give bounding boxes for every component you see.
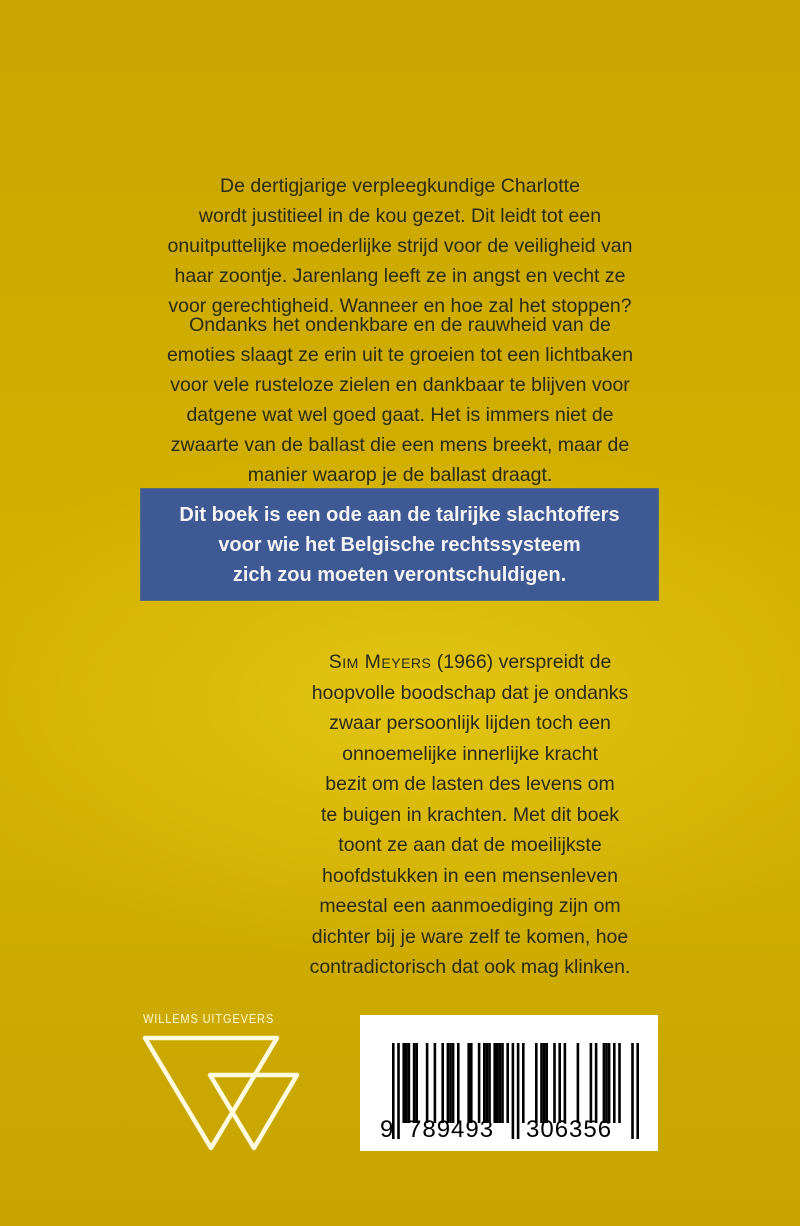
text-line: hoofdstukken in een mensenleven — [322, 864, 618, 887]
barcode-bar — [499, 1043, 502, 1123]
quote-line: Dit boek is een ode aan de talrijke slachtoffers — [179, 504, 620, 526]
barcode-bar — [608, 1043, 611, 1123]
barcode-bar — [467, 1043, 470, 1123]
text-span: (1966) verspreidt de — [431, 651, 612, 673]
author-name: Sim Meyers — [328, 651, 432, 673]
barcode-bar — [449, 1043, 452, 1123]
barcode-bar — [402, 1043, 405, 1123]
barcode-bar — [522, 1043, 525, 1123]
barcode-bar — [553, 1043, 556, 1123]
barcode-bar — [501, 1043, 504, 1123]
text-line: toont ze aan dat de moeilijkste — [338, 834, 602, 856]
barcode-bar — [618, 1043, 621, 1123]
barcode-bar — [441, 1043, 444, 1123]
text-line: onuitputtelijke moederlijke strijd voor de veiligheid van — [167, 235, 633, 257]
barcode-bar — [506, 1043, 509, 1123]
barcode-bar — [577, 1043, 580, 1123]
author-bio — [300, 647, 640, 983]
text-line: datgene wat wel goed gaat. Het is immers niet de — [186, 404, 614, 426]
barcode-bar — [447, 1043, 450, 1123]
barcode-bar — [397, 1043, 400, 1139]
barcode-bar — [605, 1043, 608, 1123]
barcode-bar — [595, 1043, 598, 1123]
text-line: hoopvolle boodschap dat je ondanks — [311, 681, 629, 704]
text-line: haar zoontje. Jarenlang leeft ze in angst en vecht ze — [174, 265, 626, 287]
barcode-bar — [636, 1043, 639, 1139]
barcode-digit-first: 9 — [380, 1116, 394, 1143]
barcode-bar — [408, 1043, 411, 1123]
barcode-digits-left: 789493 — [408, 1116, 495, 1143]
barcode-bar — [452, 1043, 455, 1123]
barcode-bar — [426, 1043, 429, 1123]
barcode-bar — [517, 1043, 520, 1139]
barcode-bar — [590, 1043, 593, 1123]
text-line: Ondanks het ondenkbare en de rauwheid van de — [189, 314, 611, 336]
text-line: De dertigjarige verpleegkundige Charlotte — [220, 175, 580, 197]
text-line: manier waarop je de ballast draagt. — [247, 464, 553, 486]
barcode-bar — [496, 1043, 499, 1123]
barcode-bar — [483, 1043, 486, 1123]
barcode-bar — [457, 1043, 460, 1123]
barcode-bar — [478, 1043, 481, 1123]
barcode-bar — [470, 1043, 473, 1123]
text-line: wordt justitieel in de kou gezet. Dit leidt tot een — [198, 205, 602, 227]
text-line: meestal een aanmoediging zijn om — [319, 895, 621, 917]
synopsis-paragraph-1 — [100, 171, 700, 321]
barcode-bar — [512, 1043, 515, 1139]
text-line: dichter bij je ware zelf te komen, hoe — [311, 925, 629, 948]
text-line: zwaar persoonlijk lijden toch een — [329, 712, 611, 734]
text-line: zwaarte van de ballast die een mens breekt, maar de — [170, 434, 630, 456]
barcode-bar — [545, 1043, 548, 1123]
barcode-bar — [405, 1043, 408, 1123]
barcode-bar — [631, 1043, 634, 1139]
barcode-bar — [434, 1043, 437, 1123]
barcode-bar — [488, 1043, 491, 1123]
barcode-bar — [603, 1043, 606, 1123]
barcode-bar — [415, 1043, 418, 1123]
text-line: contradictorisch dat ook mag klinken. — [309, 956, 631, 978]
quote-line: zich zou moeten verontschuldigen. — [232, 564, 567, 586]
barcode-bar — [540, 1043, 543, 1123]
bio-first-line — [300, 647, 640, 678]
quote-line: voor wie het Belgische rechtssysteem — [218, 534, 581, 556]
text-line: bezit om de lasten des levens om — [325, 773, 615, 795]
synopsis-paragraph-2 — [100, 310, 700, 490]
barcode-bar — [535, 1043, 538, 1123]
publisher-logo-icon — [140, 1030, 310, 1155]
barcode-bars — [360, 1015, 658, 1151]
text-line: voor gerechtigheid. Wanneer en hoe zal het stoppen? — [168, 295, 632, 317]
text-line: emoties slaagt ze erin uit te groeien tot een lichtbaken — [166, 344, 634, 366]
isbn-barcode — [360, 1015, 658, 1151]
publisher-name: WILLEMS UITGEVERS — [143, 1011, 275, 1026]
barcode-bar — [413, 1043, 416, 1123]
text-line: voor vele rusteloze zielen en dankbaar te blijven voor — [170, 374, 630, 396]
barcode-digits-right: 306356 — [526, 1116, 613, 1143]
highlight-quote-box — [141, 489, 658, 600]
barcode-bar — [613, 1043, 616, 1123]
barcode-bar — [493, 1043, 496, 1123]
text-line: te buigen in krachten. Met dit boek — [320, 803, 620, 826]
barcode-bar — [543, 1043, 546, 1123]
barcode-bar — [486, 1043, 489, 1123]
barcode-bar — [564, 1043, 567, 1123]
text-line: onnoemelijke innerlijke kracht — [342, 742, 598, 765]
barcode-bar — [558, 1043, 561, 1123]
